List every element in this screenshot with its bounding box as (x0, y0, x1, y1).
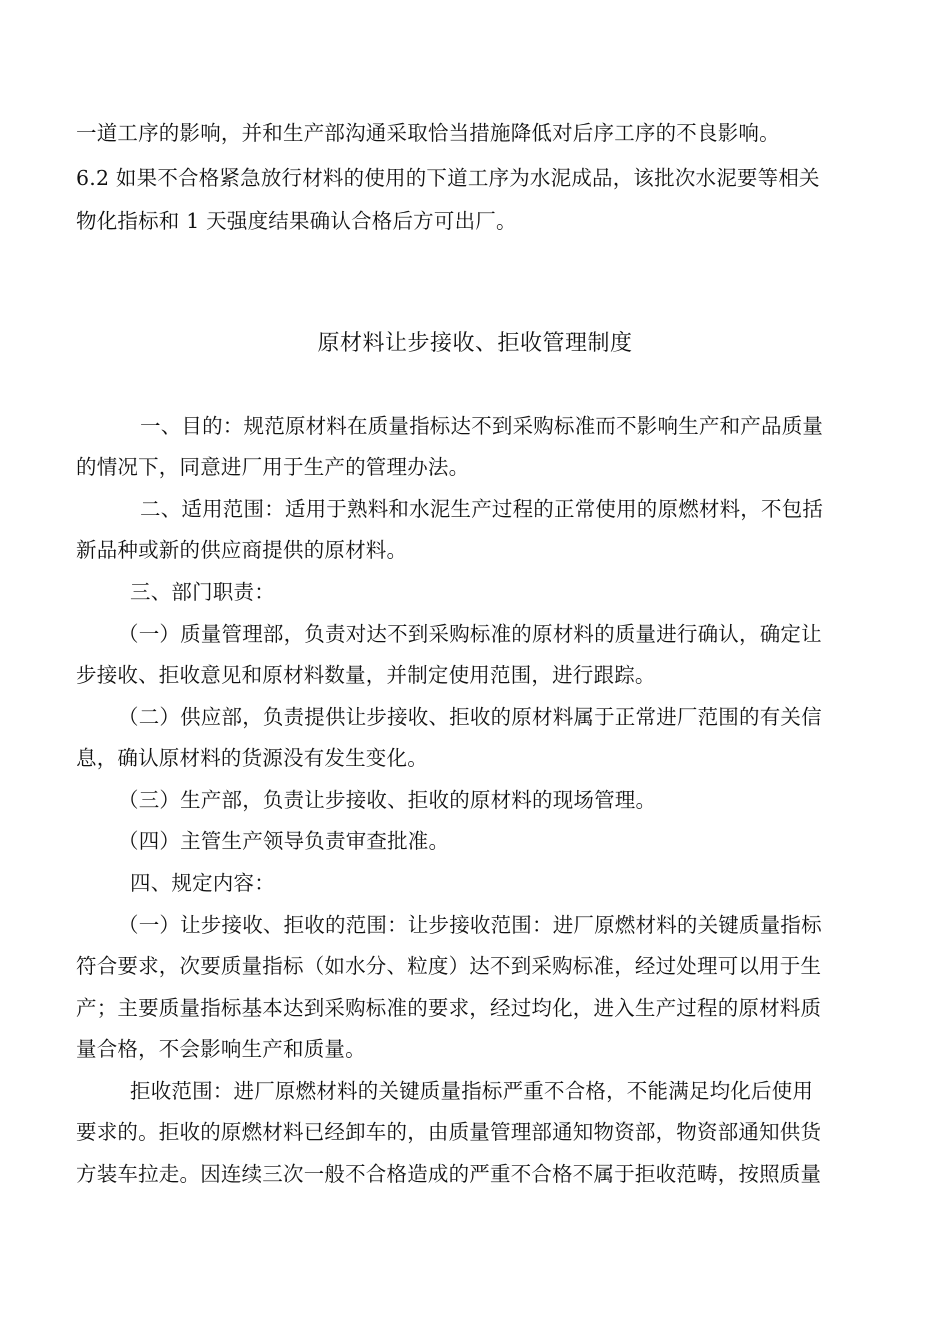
para-range-line-2: 符合要求，次要质量指标（如水分、粒度）达不到采购标准，经过处理可以用于生 (76, 954, 822, 978)
para-scope-line-1: 二、适用范围：适用于熟料和水泥生产过程的正常使用的原燃材料，不包括 (140, 497, 824, 521)
document-title: 原材料让步接收、拒收管理制度 (317, 331, 633, 356)
heading-provisions: 四、规定内容： (130, 871, 275, 895)
para-scope-line-2: 新品种或新的供应商提供的原材料。 (76, 538, 408, 562)
para-quality-dept-line-2: 步接收、拒收意见和原材料数量，并制定使用范围，进行跟踪。 (76, 663, 656, 687)
prev-line-1: 一道工序的影响，并和生产部沟通采取恰当措施降低对后序工序的不良影响。 (76, 121, 780, 145)
heading-responsibilities: 三、部门职责： (130, 580, 275, 604)
para-range-line-3: 产；主要质量指标基本达到采购标准的要求，经过均化，进入生产过程的原材料质 (76, 996, 822, 1020)
para-supply-dept-line-1: （二）供应部，负责提供让步接收、拒收的原材料属于正常进厂范围的有关信 (118, 705, 822, 729)
para-production-dept: （三）生产部，负责让步接收、拒收的原材料的现场管理。 (118, 788, 657, 812)
para-reject-line-3: 方装车拉走。因连续三次一般不合格造成的严重不合格不属于拒收范畴，按照质量 (76, 1162, 822, 1186)
para-reject-line-1: 拒收范围：进厂原燃材料的关键质量指标严重不合格，不能满足均化后使用 (130, 1079, 814, 1103)
para-supply-dept-line-2: 息，确认原材料的货源没有发生变化。 (76, 746, 428, 770)
para-range-line-4: 量合格，不会影响生产和质量。 (76, 1037, 366, 1061)
para-quality-dept-line-1: （一）质量管理部，负责对达不到采购标准的原材料的质量进行确认，确定让 (118, 622, 822, 646)
para-range-line-1: （一）让步接收、拒收的范围：让步接收范围：进厂原燃材料的关键质量指标 (118, 913, 822, 937)
prev-line-3: 物化指标和 1 天强度结果确认合格后方可出厂。 (76, 209, 517, 233)
para-reject-line-2: 要求的。拒收的原燃材料已经卸车的，由质量管理部通知物资部，物资部通知供货 (76, 1120, 822, 1144)
prev-line-2: 6.2 如果不合格紧急放行材料的使用的下道工序为水泥成品，该批次水泥要等相关 (76, 166, 820, 190)
para-purpose-line-1: 一、目的：规范原材料在质量指标达不到采购标准而不影响生产和产品质量 (140, 414, 824, 438)
para-production-leader: （四）主管生产领导负责审查批准。 (118, 829, 450, 853)
para-purpose-line-2: 的情况下，同意进厂用于生产的管理办法。 (76, 455, 470, 479)
